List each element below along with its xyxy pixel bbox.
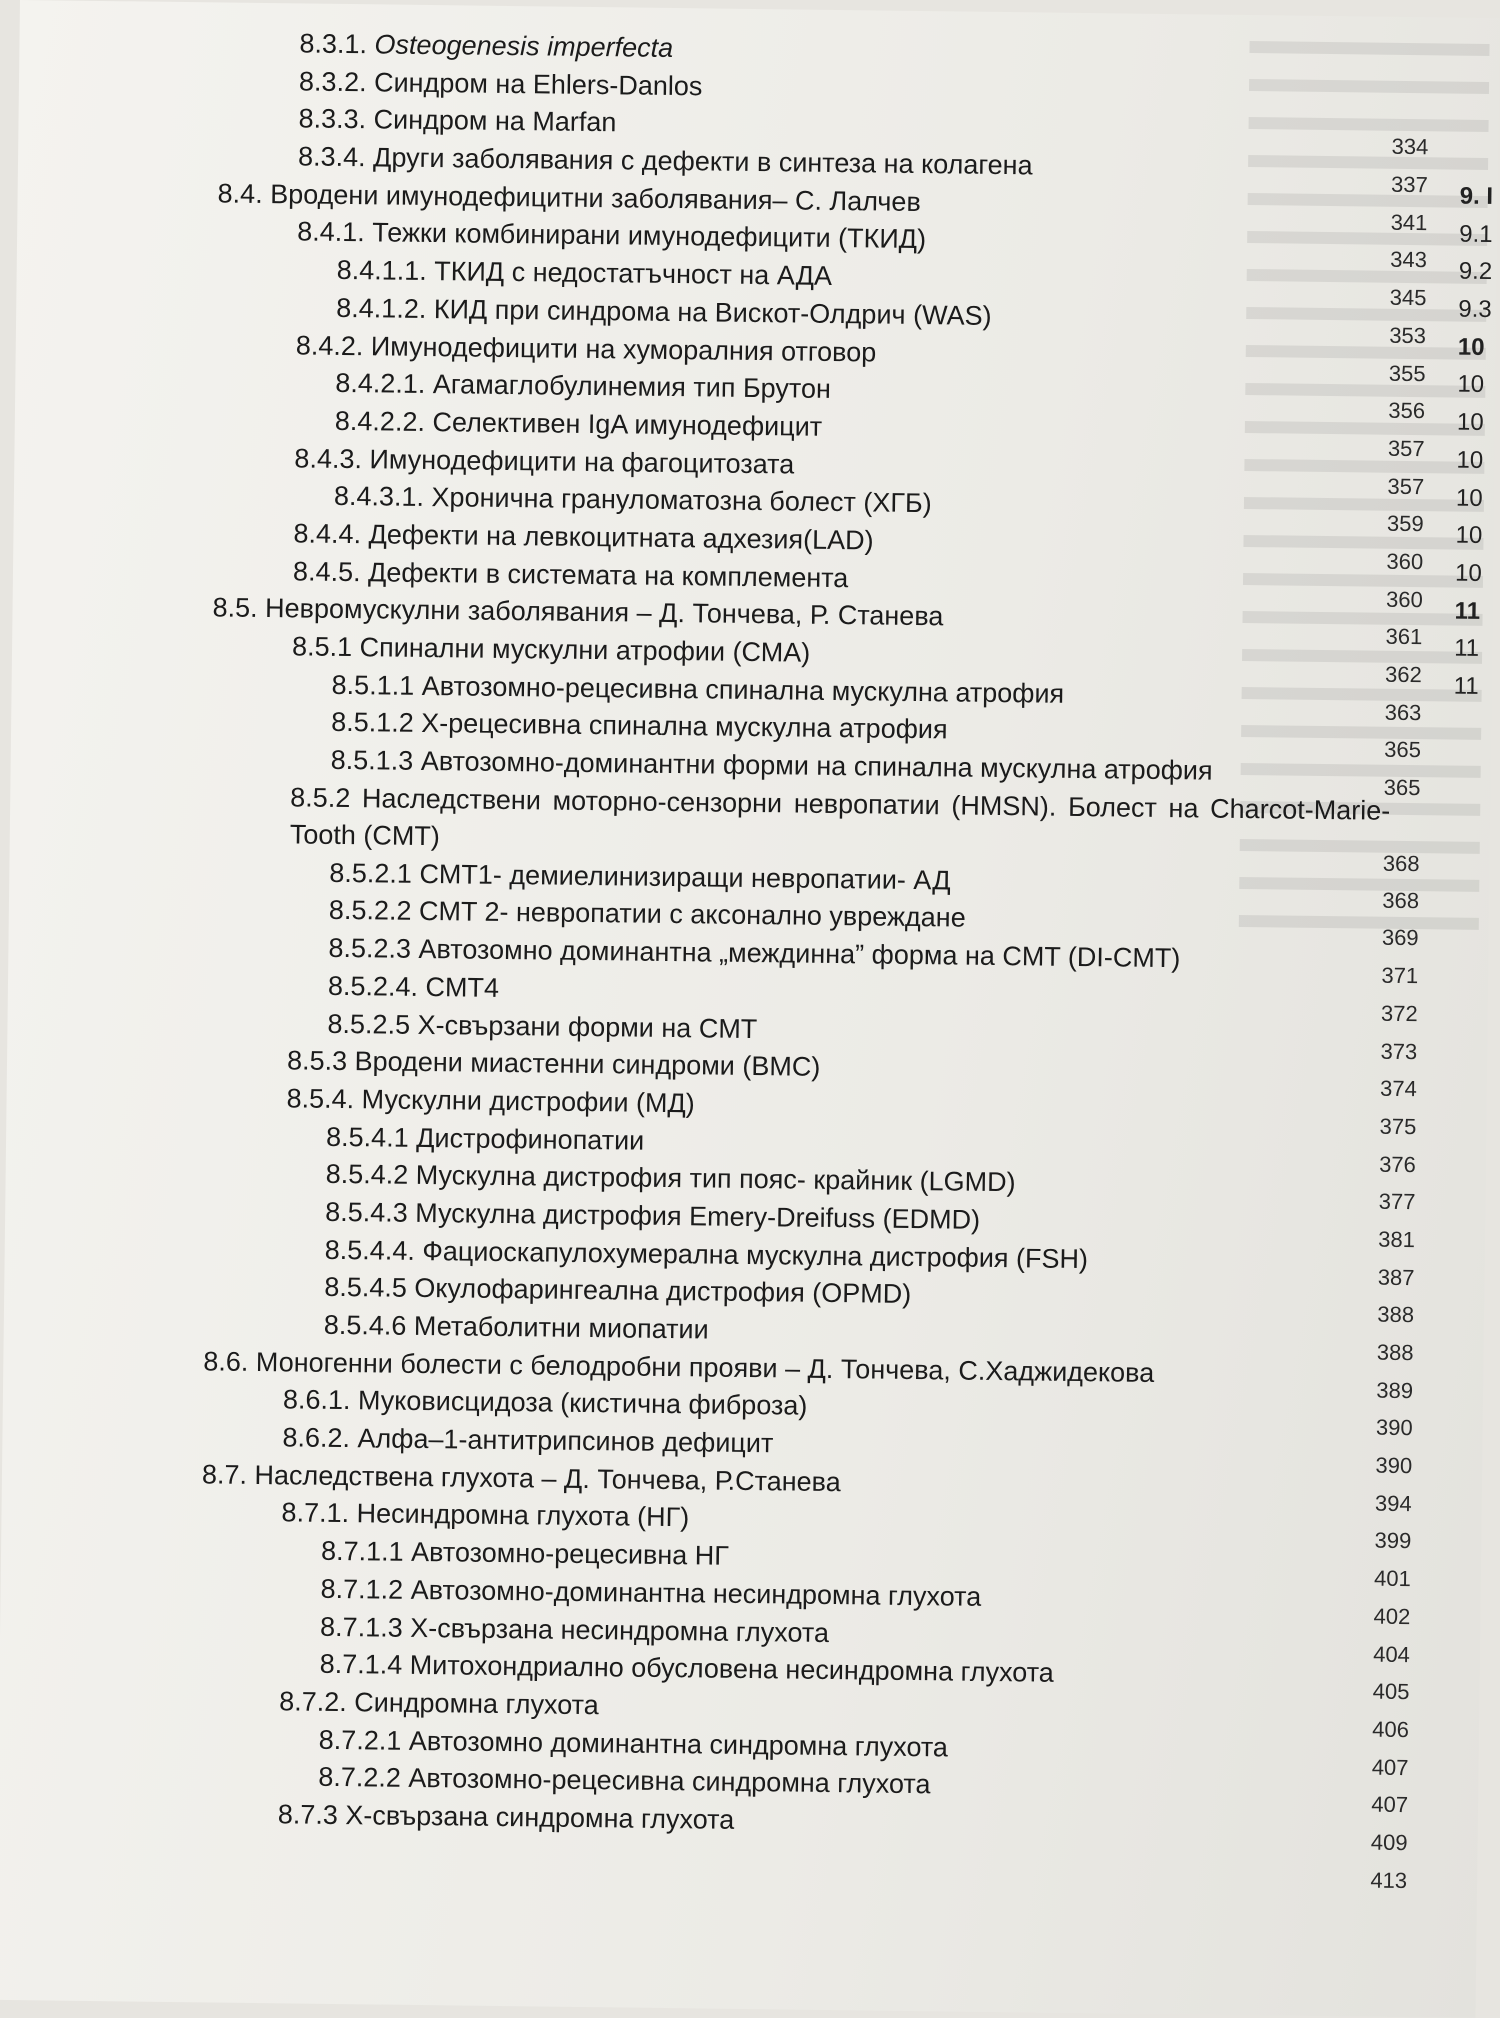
toc-entry-title: 8.5.1.2 Х-рецесивна спинална мускулна атрофия	[331, 707, 948, 745]
edge-fragment: 11	[1453, 672, 1479, 700]
toc-entry-title: 8.5.2.4. CMT4	[327, 970, 500, 1003]
edge-fragment: 10	[1456, 446, 1484, 474]
edge-fragment: 10	[1457, 333, 1485, 361]
toc-entry-title: 8.6.2. Алфа–1-антитрипсинов дефицит	[282, 1422, 774, 1459]
toc-entry-page: 374	[1379, 1075, 1417, 1102]
toc-entry-page: 360	[1386, 548, 1424, 575]
toc-entry-title: 8.5.4.3 Мускулна дистрофия Emery-Dreifuss (EDMD)	[325, 1196, 981, 1235]
toc-entry-title: 8.3.3. Синдром на Marfan	[298, 103, 617, 138]
toc-entry-title: 8.4.2. Имунодефицити на хуморалния отговор	[295, 329, 877, 367]
toc-entry-title: 8.7.1.3 Х-свързана несиндромна глухота	[319, 1611, 830, 1648]
toc-entry-page: 355	[1388, 360, 1426, 386]
toc-entry-title: 8.5.1.3 Автозомно-доминантни форми на спинална мускулна атрофия	[330, 744, 1213, 786]
toc-entry-page: 381	[1378, 1226, 1416, 1253]
toc-entry-title: 8.5.2.3 Автозомно доминантна „междинна” форма на CMT (DI-CMT)	[328, 932, 1181, 974]
toc-entry-page: 401	[1373, 1565, 1411, 1592]
toc-entry-title: 8.7.2.2 Автозомно-рецесивна синдромна глухота	[318, 1762, 931, 1800]
toc-entry-page: 357	[1387, 473, 1425, 499]
toc-entry-title: 8.5.4. Мускулни дистрофии (МД)	[286, 1083, 695, 1119]
toc-entry-title: 8.4.3. Имунодефицити на фагоцитозата	[294, 442, 795, 480]
toc-entry-page: 343	[1390, 247, 1428, 273]
toc-entry-page: 407	[1371, 1791, 1409, 1818]
toc-entry-page: 389	[1376, 1377, 1414, 1403]
toc-entry-title: 8.5.2.2 CMT 2- невропатии с аксонално увреждане	[328, 895, 966, 934]
edge-fragment: 9.2	[1458, 257, 1493, 286]
toc-entry-page: 375	[1379, 1113, 1417, 1140]
toc-entry-title: 8.4.2.1. Агамаглобулинемия тип Брутон	[335, 368, 832, 405]
toc-entry-title: 8.7. Наследствена глухота – Д. Тончева, Р.Станева	[201, 1459, 841, 1497]
toc-entry-page: 369	[1381, 925, 1419, 951]
toc-entry-page: 365	[1383, 774, 1421, 801]
toc-entry-title: 8.3.1. Osteogenesis imperfecta	[299, 28, 674, 63]
toc-entry-title: 8.5.4.6 Метаболитни миопатии	[323, 1309, 709, 1345]
toc-entry-title: 8.5. Невромускулни заболявания – Д. Тончева, Р. Станева	[212, 592, 944, 632]
edge-fragment: 9. I	[1459, 182, 1494, 211]
toc-entry-page: 360	[1385, 586, 1423, 612]
toc-entry-page: 361	[1385, 624, 1423, 650]
toc-entry-title: 8.5.1 Спинални мускулни атрофии (СМА)	[291, 631, 811, 668]
toc-entry-page: 376	[1379, 1151, 1417, 1177]
edge-fragment: 10	[1457, 371, 1485, 399]
toc-entry-page: 390	[1375, 1452, 1413, 1479]
toc-entry-page: 402	[1373, 1603, 1411, 1629]
next-page-edge	[1453, 178, 1493, 706]
toc-entry-page: 407	[1371, 1754, 1409, 1780]
toc-entry-page: 365	[1384, 737, 1422, 763]
toc-entry-title: 8.4.4. Дефекти на левкоцитната адхезия(LAD)	[293, 518, 874, 556]
toc-entry-title: 8.4.1.2. КИД при синдрома на Вискот-Олдрич (WAS)	[336, 292, 992, 331]
toc-entry-page: 337	[1390, 171, 1429, 198]
toc-entry-page: 413	[1370, 1867, 1408, 1893]
edge-fragment: 10	[1455, 521, 1483, 550]
edge-fragment: 9.3	[1458, 295, 1492, 324]
toc-entry-title: 8.7.1. Несиндромна глухота (НГ)	[281, 1497, 690, 1533]
toc-entry-page: 345	[1389, 284, 1427, 311]
toc-entry-title: 8.7.1.1 Автозомно-рецесивна НГ	[320, 1535, 730, 1571]
edge-fragment: 11	[1454, 634, 1480, 663]
toc-entry-page: 394	[1374, 1490, 1412, 1516]
toc-entry-title: 8.4. Вродени имунодефицитни заболявания– С. Лалчев	[217, 178, 921, 217]
toc-entry-page: 399	[1374, 1528, 1412, 1554]
toc-entry-page: 406	[1372, 1716, 1410, 1742]
toc-entry-page: 409	[1370, 1829, 1408, 1856]
toc-entry-title: 8.7.1.2 Автозомно-доминантна несиндромна глухота	[320, 1573, 982, 1612]
toc-entry-title: 8.5.1.1 Автозомно-рецесивна спинална мускулна атрофия	[331, 669, 1065, 709]
toc-entry-title: 8.7.3 Х-свързана синдромна глухота	[277, 1799, 735, 1835]
edge-fragment: 10	[1456, 408, 1484, 437]
toc-entry-title: 8.3.2. Синдром на Ehlers-Danlos	[298, 66, 703, 102]
toc-entry-title: 8.4.2.2. Селективен IgA имунодефицит	[334, 405, 823, 442]
toc-entry-title: 8.5.2.5 Х-свързани форми на CMT	[327, 1008, 758, 1044]
toc-entry-page: 388	[1376, 1339, 1414, 1366]
toc-entry-title: 8.4.1. Тежки комбинирани имунодефицити (ТКИД)	[297, 216, 927, 255]
toc-entry-page: 359	[1386, 510, 1424, 537]
toc-entry-page: 341	[1390, 209, 1428, 235]
toc-entry-page: 377	[1378, 1188, 1416, 1215]
toc-entry-page: 390	[1375, 1415, 1413, 1441]
toc-entry-page: 363	[1384, 699, 1422, 725]
toc-entry-page: 373	[1380, 1038, 1418, 1064]
toc-entry-page: 371	[1381, 962, 1419, 989]
toc-entry-title: 8.5.2.1 CMT1- демиелинизиращи невропатии- АД	[329, 857, 951, 896]
toc-entry-title: 8.4.5. Дефекти в системата на комплемента	[292, 556, 849, 593]
toc-entry-page: 353	[1389, 322, 1427, 349]
toc-entry-title: 8.4.3.1. Хронична грануломатозна болест (ХГБ)	[333, 481, 932, 519]
toc-entry-page: 334	[1391, 134, 1429, 160]
toc-entry-title: 8.5.4.2 Мускулна дистрофия тип пояс- крайник (LGMD)	[325, 1159, 1016, 1198]
toc-entry-page: 388	[1377, 1301, 1415, 1328]
toc-entry-title: 8.6. Моногенни болести с белодробни прояви – Д. Тончева, С.Хаджидекова	[203, 1346, 1155, 1388]
edge-fragment: 10	[1455, 484, 1483, 512]
toc-entry-page: 372	[1380, 1000, 1418, 1026]
toc-entry-title: 8.7.2.1 Автозомно доминантна синдромна глухота	[318, 1724, 949, 1763]
toc-entry-page: 356	[1388, 397, 1426, 424]
toc-entry-page: 362	[1384, 661, 1423, 688]
toc-entry-title: 8.6.1. Муковисцидоза (кистична фиброза)	[282, 1384, 808, 1422]
toc-entry-title: 8.4.1.1. ТКИД с недостатъчност на АДА	[336, 255, 833, 292]
toc-entry-title: 8.7.2. Синдромна глухота	[279, 1686, 599, 1721]
edge-fragment: 11	[1454, 597, 1481, 625]
toc-entry-title: 8.5.3 Вродени миастенни синдроми (ВМС)	[286, 1045, 821, 1083]
table-of-contents	[0, 22, 1430, 1893]
toc-entry-page: 368	[1382, 850, 1420, 876]
edge-fragment: 10	[1454, 559, 1482, 587]
toc-entry-title: 8.5.4.5 Окулофарингеална дистрофия (OPMD)	[324, 1272, 912, 1310]
toc-entry-page: 368	[1382, 887, 1420, 913]
toc-entry-page: 405	[1372, 1678, 1410, 1705]
toc-entry-title: 8.5.4.1 Дистрофинопатии	[325, 1121, 645, 1156]
toc-entry-title: 8.7.1.4 Митохондриално обусловена несиндромна глухота	[319, 1648, 1054, 1688]
toc-entry-title: 8.5.4.4. Фациоскапулохумерална мускулна дистрофия (FSH)	[324, 1234, 1089, 1274]
toc-entry-title: 8.5.2 Наследствени моторно-сензорни невропатии (HMSN). Болест на Charcot-Marie-Tooth (CMT)	[289, 782, 1391, 851]
edge-fragment: 9.1	[1459, 220, 1493, 248]
toc-entry-page: 357	[1387, 435, 1425, 462]
toc-entry-title: 8.3.4. Други заболявания с дефекти в синтеза на колагена	[297, 141, 1033, 181]
toc-entry-page: 404	[1373, 1641, 1411, 1667]
toc-entry-page: 387	[1377, 1264, 1415, 1290]
